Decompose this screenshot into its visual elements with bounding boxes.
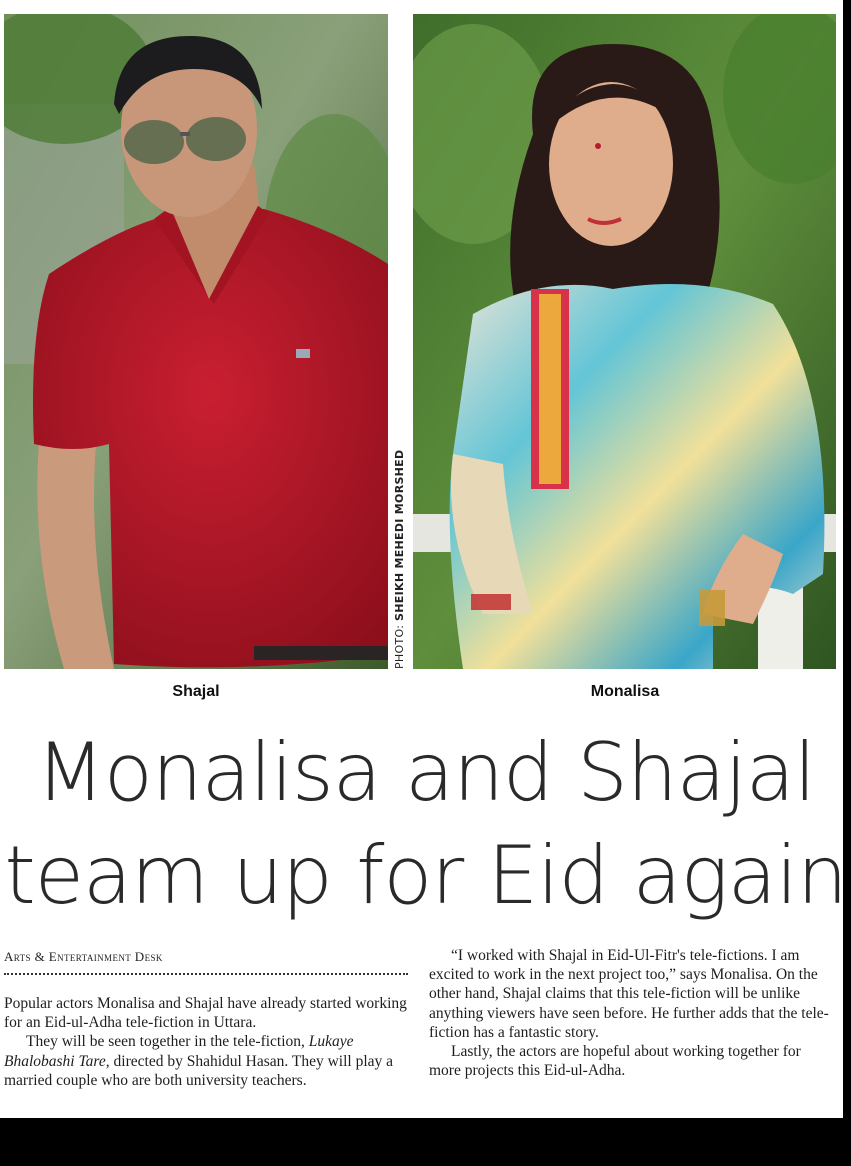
article-paragraph [4, 1032, 410, 1090]
photo-credit: PHOTO: SHEIKH MEHEDI MORSHED [393, 449, 406, 669]
page-bottom-border [0, 1118, 851, 1166]
dotted-rule [4, 973, 408, 975]
photo-shajal-image [4, 14, 388, 669]
paragraph-text: They will be seen together in the tele-fiction, [26, 1033, 309, 1051]
photo-monalisa-image [413, 14, 836, 669]
photo-monalisa [413, 14, 836, 669]
page-edge-border [843, 0, 851, 1118]
article-paragraph: “I worked with Shajal in Eid-Ul-Fitr's tele-fictions. I am excited to work in the next project too,” says Monalisa. On the other hand, Shajal claims that this tele-fiction will be unlike anything viewers have seen before. He further adds that the tele-fiction has a fantastic story. [429, 947, 829, 1041]
article-column-left [4, 994, 410, 1090]
headline-line-1: Monalisa and Shajal [35, 726, 816, 819]
caption-monalisa: Monalisa [590, 683, 660, 700]
paragraph-text: directed by Shahidul Hasan. They will play a married couple who are both university teachers. [4, 1052, 394, 1089]
caption-shajal: Shajal [172, 683, 220, 700]
headline-line-2: team up for Eid again [4, 829, 847, 922]
photo-shajal [4, 14, 388, 669]
article-paragraph: Lastly, the actors are hopeful about working together for more projects this Eid-ul-Adha. [429, 1043, 801, 1080]
article-column-right [429, 946, 833, 1080]
byline-desk: Arts & Entertainment Desk [4, 949, 163, 964]
article-paragraph: Popular actors Monalisa and Shajal have already started working for an Eid-ul-Adha tele-fiction in Uttara. [4, 995, 407, 1032]
show-title: Lukaye Bhalobashi Tare, [4, 1033, 354, 1070]
